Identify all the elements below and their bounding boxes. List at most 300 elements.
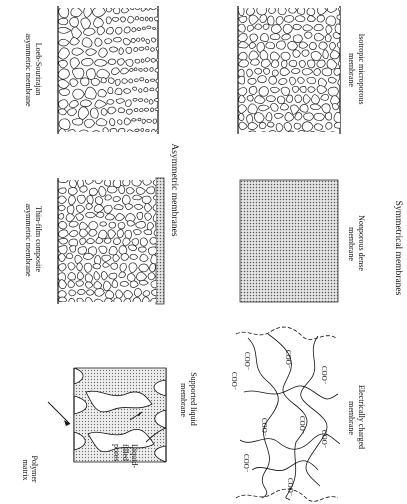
- pore: [113, 238, 120, 245]
- pore: [238, 88, 247, 96]
- pore: [149, 17, 153, 21]
- pore: [150, 79, 155, 81]
- pore: [71, 8, 82, 17]
- pore: [271, 60, 279, 68]
- pore: [134, 288, 142, 296]
- pore: [266, 96, 275, 102]
- pore: [104, 238, 111, 243]
- pore: [126, 109, 132, 114]
- pore: [138, 118, 141, 121]
- pore: [247, 131, 257, 139]
- pore: [317, 86, 327, 94]
- pore: [266, 113, 272, 121]
- pore: [303, 95, 310, 104]
- pore: [59, 264, 67, 272]
- pore: [278, 5, 286, 14]
- pore: [300, 86, 306, 92]
- pore: [115, 27, 122, 34]
- pore: [270, 34, 280, 40]
- pore: [129, 79, 133, 83]
- pore: [151, 6, 156, 10]
- pore: [150, 68, 154, 72]
- pore: [119, 272, 126, 278]
- pore: [156, 79, 160, 83]
- pore: [83, 253, 93, 259]
- pore: [279, 132, 285, 138]
- pore: [139, 47, 144, 50]
- pore: [268, 130, 277, 140]
- pore: [280, 103, 288, 110]
- pore: [95, 197, 103, 205]
- pore: [295, 113, 302, 121]
- pore: [126, 60, 133, 67]
- pore: [129, 263, 137, 273]
- pore: [307, 16, 315, 22]
- pore: [72, 27, 82, 39]
- pore: [103, 281, 111, 291]
- pore: [134, 108, 138, 111]
- pore: [58, 27, 71, 33]
- pore: [125, 100, 131, 107]
- pore: [136, 222, 146, 229]
- pore: [322, 68, 332, 76]
- pore: [94, 18, 104, 28]
- pore: [286, 95, 292, 102]
- pore: [114, 298, 122, 305]
- pore: [276, 41, 285, 49]
- pore: [147, 187, 155, 194]
- pore: [130, 254, 138, 259]
- pore: [80, 186, 88, 192]
- pore: [154, 98, 159, 101]
- pore: [103, 263, 110, 268]
- pore: [76, 281, 84, 286]
- pore: [117, 120, 122, 125]
- pore: [69, 298, 75, 305]
- pore: [142, 27, 145, 30]
- pore: [116, 99, 125, 104]
- pore: [77, 195, 85, 203]
- pore: [259, 122, 266, 128]
- coo-label-8: COO⁻: [242, 454, 250, 473]
- pore: [338, 78, 349, 86]
- pore: [314, 33, 324, 41]
- pore: [281, 60, 287, 67]
- pore: [147, 222, 154, 230]
- pore: [132, 239, 139, 246]
- pore: [136, 38, 140, 41]
- pore: [276, 16, 283, 24]
- pore: [123, 178, 130, 186]
- pore: [141, 38, 144, 42]
- pore: [317, 15, 325, 22]
- pore: [134, 204, 143, 209]
- loeb-label: Loeb-Sourirajan asymmetric membrane: [24, 33, 43, 107]
- pore: [317, 60, 325, 68]
- pore: [249, 86, 257, 94]
- pore: [78, 289, 86, 294]
- pore: [103, 128, 109, 135]
- pore: [58, 196, 66, 204]
- pore: [326, 123, 332, 130]
- pore: [119, 246, 127, 255]
- pore: [307, 8, 315, 16]
- pore: [115, 88, 122, 94]
- pore: [269, 76, 277, 84]
- pore: [91, 131, 102, 140]
- pore: [95, 256, 101, 265]
- pore: [85, 282, 92, 288]
- pore: [85, 119, 95, 128]
- loeb-panel: [58, 6, 161, 140]
- pore: [110, 47, 119, 52]
- pore: [118, 222, 125, 229]
- pore: [116, 213, 125, 220]
- pore: [259, 105, 270, 111]
- pore: [59, 205, 66, 211]
- pore: [140, 254, 148, 261]
- pore: [239, 16, 247, 22]
- pore: [118, 128, 125, 133]
- pore: [238, 6, 244, 16]
- pore: [132, 179, 142, 186]
- pore: [302, 122, 313, 132]
- pore: [259, 87, 269, 97]
- pore: [115, 79, 120, 85]
- pore: [59, 39, 70, 46]
- pore: [105, 195, 112, 200]
- pore: [292, 69, 300, 74]
- pore: [108, 78, 114, 84]
- pore: [330, 50, 339, 58]
- pore: [151, 58, 156, 62]
- pore: [91, 79, 100, 86]
- pore: [249, 15, 259, 24]
- pore: [267, 122, 274, 127]
- pore: [69, 239, 78, 246]
- nonporous-label: Nonporous dense membrane: [347, 215, 366, 271]
- pore: [59, 221, 67, 229]
- coo-label-1: COO⁻: [243, 352, 251, 371]
- pore: [239, 132, 246, 139]
- pore: [89, 188, 98, 195]
- pore: [59, 119, 70, 130]
- pore: [146, 39, 150, 43]
- pore: [248, 122, 258, 129]
- pore: [255, 96, 266, 104]
- pore: [67, 205, 74, 214]
- pore: [308, 87, 315, 93]
- pore: [319, 42, 328, 49]
- pore: [113, 37, 121, 41]
- pore: [59, 280, 67, 289]
- pore: [68, 130, 76, 138]
- pore: [157, 129, 162, 132]
- pore: [272, 70, 278, 76]
- pore: [147, 7, 151, 11]
- pore: [77, 272, 84, 280]
- pore: [140, 78, 144, 81]
- pore: [246, 7, 254, 15]
- pore: [78, 107, 89, 120]
- coo-label-9: COO⁻: [286, 478, 294, 497]
- thinfilm-pores: [58, 177, 163, 306]
- pore: [145, 213, 152, 221]
- pore: [271, 103, 279, 111]
- pore: [266, 42, 275, 49]
- pore: [247, 69, 253, 77]
- pore: [132, 27, 136, 31]
- pore: [121, 254, 129, 261]
- pore: [59, 129, 66, 138]
- pore: [59, 188, 67, 194]
- pore: [307, 77, 316, 83]
- pore: [89, 221, 98, 229]
- pore: [124, 89, 131, 94]
- pore: [334, 112, 342, 122]
- pore: [143, 297, 150, 304]
- pore: [140, 17, 144, 20]
- pore: [145, 58, 150, 62]
- pore: [119, 48, 124, 55]
- pore: [150, 88, 154, 91]
- pore: [151, 38, 156, 42]
- pore: [238, 105, 247, 114]
- pore: [147, 119, 152, 122]
- pore: [93, 264, 101, 269]
- pore: [109, 273, 117, 279]
- pore: [297, 130, 306, 137]
- pore: [304, 113, 314, 120]
- pore: [239, 122, 247, 129]
- pore: [59, 230, 69, 238]
- pore: [100, 222, 107, 226]
- pore: [293, 35, 302, 43]
- pore: [274, 113, 283, 118]
- pore: [267, 16, 274, 25]
- pore: [68, 187, 77, 194]
- pore: [147, 26, 151, 29]
- pore: [96, 119, 107, 126]
- pore: [135, 7, 139, 10]
- pore: [134, 68, 137, 71]
- pore: [134, 48, 138, 52]
- pore: [247, 25, 254, 31]
- pore: [239, 95, 246, 103]
- pore: [144, 68, 148, 71]
- pore: [95, 59, 108, 66]
- pore: [118, 108, 125, 113]
- pore: [284, 123, 292, 132]
- pore: [141, 59, 144, 63]
- pore: [289, 60, 297, 66]
- pore: [85, 274, 93, 282]
- pore: [139, 89, 142, 93]
- pore: [145, 17, 148, 21]
- pore: [134, 79, 138, 82]
- polymer-matrix-arrow: [48, 402, 70, 424]
- pore: [146, 129, 150, 132]
- pore: [95, 38, 102, 46]
- pore: [70, 246, 76, 253]
- pore: [66, 214, 75, 222]
- pore: [279, 78, 287, 84]
- pore: [314, 113, 325, 120]
- pore: [323, 50, 329, 59]
- pore: [104, 205, 113, 213]
- pore: [95, 288, 105, 296]
- pore: [82, 58, 94, 66]
- pore: [157, 28, 161, 31]
- pore: [294, 123, 301, 129]
- pore: [250, 34, 258, 42]
- pore: [69, 195, 76, 205]
- pore: [135, 59, 140, 63]
- pore: [334, 122, 344, 128]
- pore: [70, 17, 79, 27]
- pore: [99, 186, 107, 196]
- pore: [75, 255, 83, 263]
- pore: [145, 203, 152, 211]
- pore: [271, 87, 280, 92]
- pore: [260, 15, 267, 23]
- pore: [144, 230, 152, 235]
- pore: [321, 94, 329, 100]
- pore: [260, 34, 268, 42]
- pore: [69, 290, 76, 296]
- pore: [80, 100, 91, 107]
- pore: [77, 263, 83, 271]
- pore: [123, 238, 131, 246]
- pore: [150, 263, 156, 271]
- asymmetric-title: Asymmetric membranes: [169, 143, 179, 237]
- pore: [136, 187, 145, 194]
- pore: [84, 6, 93, 17]
- pore: [90, 108, 98, 118]
- pore: [142, 119, 146, 123]
- pore: [132, 87, 136, 90]
- pore: [311, 52, 321, 61]
- pore: [94, 205, 104, 213]
- pore: [86, 49, 97, 56]
- pore: [128, 16, 135, 23]
- pore: [82, 38, 92, 48]
- pore: [251, 59, 260, 65]
- pore: [238, 34, 247, 42]
- pore: [125, 204, 133, 210]
- pore: [95, 100, 107, 108]
- pore: [114, 204, 123, 209]
- pore: [248, 104, 258, 114]
- pore: [85, 87, 97, 99]
- pore: [292, 86, 299, 92]
- pore: [117, 229, 124, 237]
- pore: [58, 297, 66, 302]
- pore: [153, 119, 157, 123]
- pore: [59, 60, 68, 68]
- pore: [258, 132, 267, 140]
- pore: [94, 282, 102, 289]
- pore: [143, 178, 152, 185]
- pore: [112, 17, 119, 21]
- pore: [141, 128, 144, 131]
- pore: [87, 195, 93, 204]
- pore: [133, 195, 142, 200]
- pore: [58, 246, 67, 255]
- pore: [239, 113, 245, 120]
- pore: [122, 79, 128, 84]
- pore: [332, 103, 339, 109]
- pore: [72, 119, 83, 126]
- nonporous-panel: [240, 180, 338, 302]
- pore: [135, 16, 138, 20]
- pore: [68, 109, 77, 116]
- pore: [105, 39, 112, 44]
- pore: [139, 264, 149, 272]
- pore: [289, 77, 296, 85]
- pore: [121, 7, 128, 13]
- pore: [238, 76, 245, 84]
- pore: [238, 52, 247, 60]
- pore: [303, 25, 313, 31]
- symmetrical-title: Symmetrical membranes: [393, 200, 403, 296]
- pore: [99, 246, 107, 253]
- pore: [58, 214, 63, 220]
- pore: [280, 68, 290, 76]
- pore: [293, 24, 302, 29]
- pore: [86, 204, 93, 210]
- pore: [281, 87, 290, 95]
- pore: [145, 47, 149, 50]
- pore: [101, 271, 107, 280]
- pore: [109, 222, 116, 228]
- pore: [148, 273, 155, 280]
- electrical-label: Electrically charged membrane: [347, 384, 366, 450]
- pore: [70, 79, 78, 87]
- pore: [139, 69, 143, 72]
- pore: [142, 196, 151, 204]
- pore: [130, 6, 134, 10]
- pore: [238, 42, 248, 48]
- pore: [113, 7, 120, 14]
- pore: [69, 230, 78, 236]
- pore: [305, 32, 313, 38]
- pore: [79, 130, 90, 140]
- pore: [107, 186, 117, 193]
- pore: [328, 77, 336, 83]
- pore: [287, 131, 295, 139]
- pore: [325, 113, 332, 120]
- pore: [84, 263, 92, 272]
- pore: [106, 27, 113, 34]
- pore: [255, 69, 262, 75]
- pore: [89, 229, 97, 236]
- pore: [86, 212, 96, 217]
- pore: [58, 18, 68, 25]
- pore: [112, 280, 118, 288]
- pore: [139, 99, 144, 102]
- pore: [258, 76, 267, 83]
- pore: [310, 104, 320, 110]
- pore: [131, 38, 135, 42]
- pore: [257, 5, 267, 15]
- pore: [111, 68, 119, 75]
- electrical-panel: [230, 327, 340, 501]
- pore: [297, 7, 304, 15]
- pore: [59, 109, 67, 115]
- pore: [133, 297, 141, 306]
- pore: [299, 61, 305, 68]
